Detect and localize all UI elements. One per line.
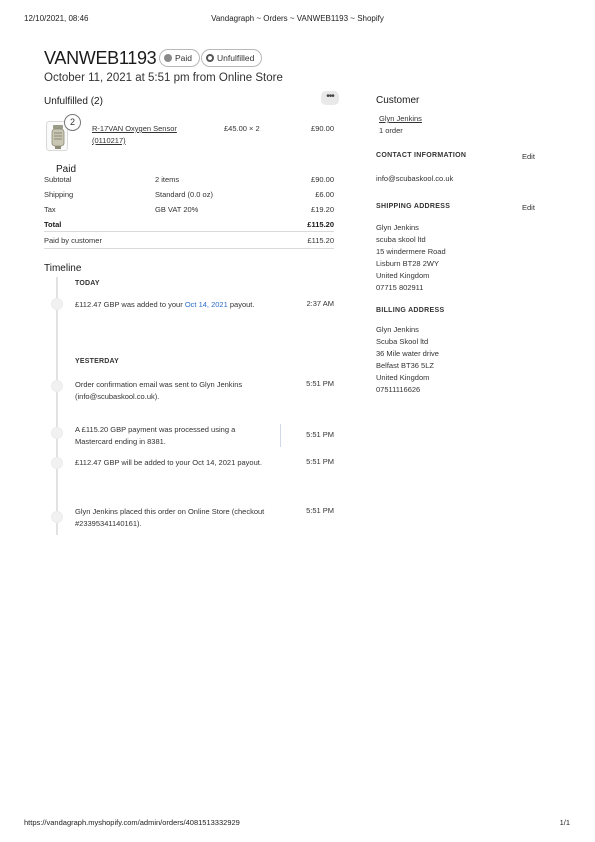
timeline-event-text (75, 506, 297, 529)
fulfillment-status-badge (201, 49, 262, 67)
event-text-line: Mastercard ending in 8381. (75, 436, 166, 446)
item-quantity-badge: 2 (64, 114, 81, 131)
unfulfilled-title: Unfulfilled (2) (44, 96, 103, 107)
product-name-link[interactable]: R-17VAN Oxygen Sensor (92, 124, 177, 133)
timeline-date-yesterday: YESTERDAY (75, 358, 119, 365)
address-line: scuba skool ltd (376, 235, 426, 244)
paid-by-customer-label: Paid by customer (44, 236, 102, 245)
tax-detail: GB VAT 20% (155, 205, 199, 214)
phone-number: 07511116626 (376, 385, 421, 394)
address-line: Lisburn BT28 2WY (376, 259, 439, 268)
address-line: United Kingdom (376, 271, 430, 280)
shipping-amount: £6.00 (315, 190, 334, 199)
timeline-event-dot-icon (51, 511, 63, 523)
timeline-rail (56, 277, 58, 535)
fulfillment-status-label: Unfulfilled (217, 53, 255, 63)
contact-information-title: CONTACT INFORMATION (376, 152, 467, 159)
event-text-line: A £115.20 GBP payment was processed using a (75, 425, 236, 434)
event-text-line: (info@scubaskool.co.uk). (75, 391, 160, 401)
timeline-event-text (75, 299, 290, 311)
event-text-part: payout. (227, 300, 255, 309)
shipping-address-title: SHIPPING ADDRESS (376, 203, 451, 210)
edit-contact-button[interactable]: Edit (522, 152, 535, 161)
paid-by-customer-amount: £115.20 (307, 236, 334, 245)
total-label: Total (44, 220, 62, 229)
payout-date-link[interactable]: Oct 14, 2021 (184, 300, 228, 309)
event-text-part: £112.47 GBP was added to your (75, 300, 185, 309)
tax-amount: £19.20 (311, 205, 334, 214)
timeline-event-time: 2:37 AM (306, 299, 334, 308)
event-text-line: #23395341140161). (75, 518, 142, 528)
payment-status-badge (159, 49, 200, 67)
timeline-title: Timeline (44, 263, 82, 274)
customer-name-link[interactable]: Glyn Jenkins (379, 114, 422, 123)
address-line: Glyn Jenkins (376, 325, 419, 334)
subtotal-amount: £90.00 (311, 175, 334, 184)
timeline-event-time: 5:51 PM (306, 379, 334, 388)
subtotal-label: Subtotal (44, 175, 72, 184)
timeline-event-text[interactable] (75, 424, 281, 447)
payment-status-label: Paid (175, 53, 193, 63)
address-line: 36 Mile water drive (376, 349, 439, 358)
timeline-event-time: 5:51 PM (306, 430, 334, 439)
address-line: 15 windermere Road (376, 247, 446, 256)
event-text-line: Glyn Jenkins placed this order on Online Store (checkout (75, 507, 265, 516)
timeline-event-dot-icon (51, 457, 63, 469)
phone-number: 07715 802911 (376, 283, 424, 292)
customer-order-count: 1 order (379, 126, 403, 135)
order-subtitle: October 11, 2021 at 5:51 pm from Online Store (44, 72, 283, 84)
subtotal-detail: 2 items (155, 175, 180, 184)
more-actions-icon[interactable]: ••• (321, 91, 339, 105)
item-unit-price: £45.00 × 2 (224, 124, 260, 133)
event-text-line: Order confirmation email was sent to Glyn Jenkins (75, 380, 243, 389)
paid-title: Paid (56, 164, 77, 175)
divider (44, 248, 334, 249)
timeline-event-time: 5:51 PM (306, 457, 334, 466)
total-amount: £115.20 (307, 220, 334, 229)
edit-shipping-address-button[interactable]: Edit (522, 203, 535, 212)
item-total: £90.00 (311, 124, 334, 133)
timeline-event-text (75, 457, 300, 469)
tax-label: Tax (44, 205, 56, 214)
timeline-event-text (75, 379, 290, 402)
product-sku-link[interactable]: (0110217) (92, 136, 126, 145)
billing-address (376, 324, 439, 396)
address-line: Belfast BT36 5LZ (376, 361, 434, 370)
address-line: Glyn Jenkins (376, 223, 419, 232)
address-line: Scuba Skool ltd (376, 337, 429, 346)
print-url: https://vandagraph.myshopify.com/admin/orders/4081513332929 (24, 818, 240, 827)
incomplete-circle-icon (206, 54, 214, 62)
divider (44, 231, 334, 232)
event-text-line: £112.47 GBP will be added to your Oct 14, 2021 payout. (75, 458, 262, 467)
billing-address-title: BILLING ADDRESS (376, 307, 445, 314)
shipping-address (376, 222, 446, 294)
print-page-title: Vandagraph ~ Orders ~ VANWEB1193 ~ Shopify (211, 14, 384, 23)
order-number: VANWEB1193 (44, 48, 157, 68)
timeline-event-time: 5:51 PM (306, 506, 334, 515)
address-line: United Kingdom (376, 373, 430, 382)
shipping-label: Shipping (44, 190, 74, 199)
timeline-date-today: TODAY (75, 280, 100, 287)
timeline-event-dot-icon (51, 380, 63, 392)
customer-title: Customer (376, 95, 420, 106)
print-datetime: 12/10/2021, 08:46 (24, 14, 89, 23)
status-dot-icon (164, 54, 172, 62)
shipping-detail: Standard (0.0 oz) (155, 190, 213, 199)
customer-email-link[interactable]: info@scubaskool.co.uk (376, 174, 454, 183)
print-page-number: 1/1 (559, 818, 570, 827)
timeline-event-dot-icon (51, 427, 63, 439)
timeline-event-dot-icon (51, 298, 63, 310)
